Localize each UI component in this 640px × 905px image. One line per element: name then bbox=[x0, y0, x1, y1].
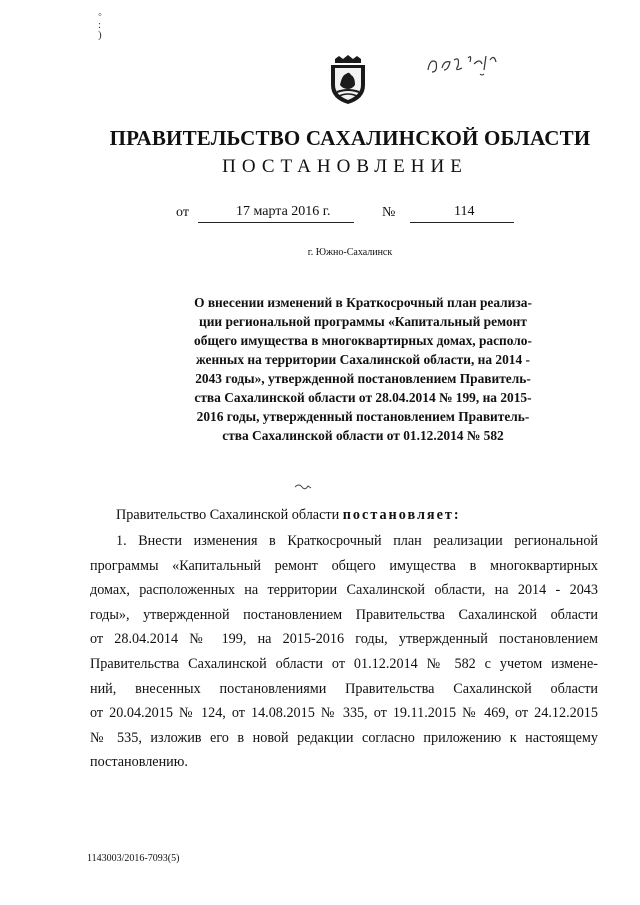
scan-mark: ◦ : ) bbox=[98, 9, 102, 41]
subject-line: общего имущества в многоквартирных домах, располо- bbox=[194, 333, 532, 348]
government-title: ПРАВИТЕЛЬСТВО САХАЛИНСКОЙ ОБЛАСТИ bbox=[109, 126, 591, 150]
document-type: ПОСТАНОВЛЕНИЕ bbox=[222, 156, 468, 177]
paragraph-line: годы», утвержденной постановлением Правительства Сахалинской области bbox=[90, 606, 598, 623]
handwritten-note bbox=[424, 50, 504, 82]
city: г. Южно-Сахалинск bbox=[307, 247, 393, 258]
subject-line: ства Сахалинской области от 28.04.2014 № 199, на 2015- bbox=[194, 390, 532, 405]
date-number-row bbox=[176, 205, 516, 225]
document-subject bbox=[158, 293, 568, 445]
paragraph-line: № 535, изложив его в новой редакции согласно приложению к настоящему bbox=[90, 729, 598, 746]
ink-mark bbox=[293, 481, 313, 493]
document-number: 114 bbox=[454, 204, 475, 219]
paragraph-line: от 20.04.2015 № 124, от 14.08.2015 № 335, от 19.11.2015 № 469, от 24.12.2015 bbox=[90, 705, 598, 722]
preamble-text: Правительство Сахалинской области bbox=[116, 507, 343, 523]
number-underline bbox=[410, 222, 514, 223]
preamble bbox=[90, 503, 598, 528]
document-footer-code: 1143003/2016-7093(5) bbox=[87, 853, 180, 864]
paragraph-line: постановлению. bbox=[90, 754, 188, 771]
paragraph-line: от 28.04.2014 № 199, на 2015-2016 годы, утвержденный постановлением bbox=[90, 631, 598, 648]
paragraph-line: 1. Внести изменения в Краткосрочный план реализации региональной bbox=[116, 533, 598, 549]
paragraph-line: Правительства Сахалинской области от 01.12.2014 № 582 с учетом измене- bbox=[90, 655, 598, 672]
subject-line: женных на территории Сахалинской области, на 2014 - bbox=[195, 352, 531, 367]
paragraph-line: программы «Капитальный ремонт общего имущества в многоквартирных bbox=[90, 557, 598, 574]
subject-line: 2016 годы, утвержденный постановлением Правитель- bbox=[196, 409, 530, 424]
paragraph-line: домах, расположенных на территории Сахалинской области, на 2014 - 2043 bbox=[90, 582, 598, 599]
date-prefix: от bbox=[176, 205, 189, 220]
subject-line: О внесении изменений в Краткосрочный план реализа- bbox=[194, 295, 532, 310]
paragraph-1 bbox=[90, 529, 598, 775]
document-date: 17 марта 2016 г. bbox=[236, 204, 331, 219]
subject-line: 2043 годы», утвержденной постановлением Правитель- bbox=[195, 371, 531, 386]
date-underline bbox=[198, 222, 354, 223]
paragraph-line: ний, внесенных постановлениями Правительства Сахалинской области bbox=[90, 680, 598, 697]
number-sign: № bbox=[382, 205, 396, 220]
sakhalin-coat-of-arms-icon bbox=[327, 55, 369, 105]
preamble-resolves: постановляет: bbox=[342, 507, 461, 523]
subject-line: ства Сахалинской области от 01.12.2014 № 582 bbox=[222, 428, 504, 443]
subject-line: ции региональной программы «Капитальный ремонт bbox=[199, 314, 527, 329]
